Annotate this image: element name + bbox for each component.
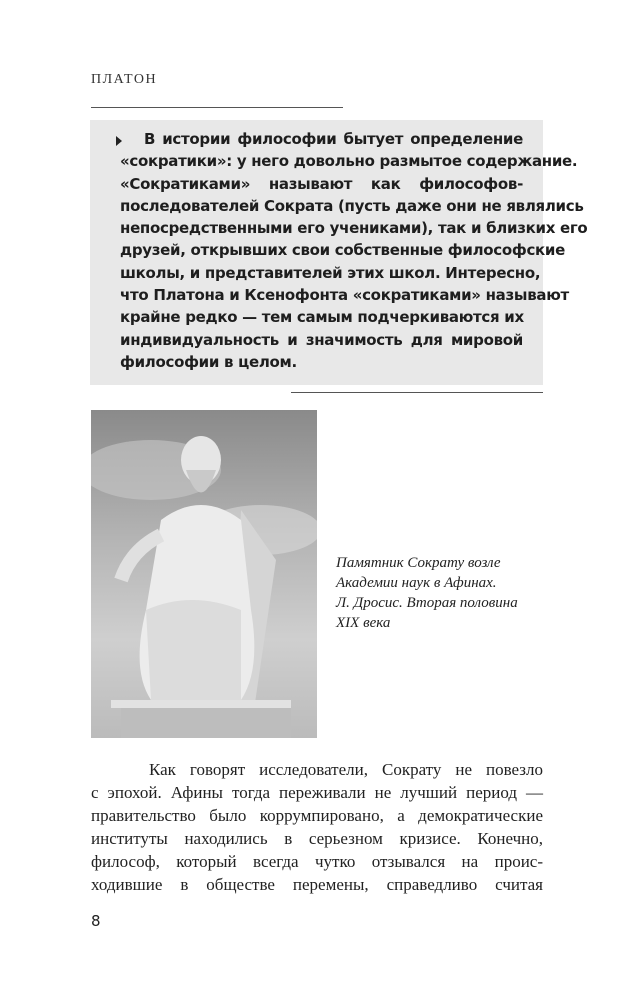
body-line: с эпохой. Афины тогда переживали не лучший период — xyxy=(91,783,543,802)
caption-line: XIX века xyxy=(336,615,391,631)
note-line: школы, и представителей этих школ. Интересно, xyxy=(120,264,541,282)
note-line: крайне редко — тем самым подчеркиваются их xyxy=(120,308,524,326)
note-line: последователей Сократа (пусть даже они не являлись xyxy=(120,197,584,215)
header-rule xyxy=(91,107,343,108)
running-head: ПЛАТОН xyxy=(91,72,158,87)
body-line: институты находились в серьезном кризисе. Конечно, xyxy=(91,829,543,848)
page-number: 8 xyxy=(91,912,101,930)
body-line: правительство было коррумпировано, а демократические xyxy=(91,806,543,825)
body-line: ходившие в обществе перемены, справедливо считая xyxy=(91,875,543,894)
caption-line: Л. Дросис. Вторая половина xyxy=(336,595,518,611)
note-line: «сократики»: у него довольно размытое содержание. xyxy=(120,152,578,170)
note-line: В истории философии бытует определение xyxy=(144,130,523,148)
note-rule xyxy=(291,392,543,393)
note-line: что Платона и Ксенофонта «сократиками» называют xyxy=(120,286,569,304)
note-line: философии в целом. xyxy=(120,353,297,371)
socrates-statue-photo xyxy=(91,410,317,738)
note-line: друзей, открывших свои собственные философские xyxy=(120,241,566,259)
note-line: «Сократиками» называют как философов- xyxy=(120,175,523,193)
note-line: непосредственными его учениками), так и близких его xyxy=(120,219,588,237)
note-line: индивидуальность и значимость для мировой xyxy=(120,331,523,349)
triangle-marker-icon xyxy=(116,136,122,146)
caption-line: Академии наук в Афинах. xyxy=(336,575,497,591)
body-line: Как говорят исследователи, Сократу не повезло xyxy=(149,760,543,779)
caption-line: Памятник Сократу возле xyxy=(336,555,501,571)
body-line: философ, который всегда чутко отзывался на проис- xyxy=(91,852,543,871)
